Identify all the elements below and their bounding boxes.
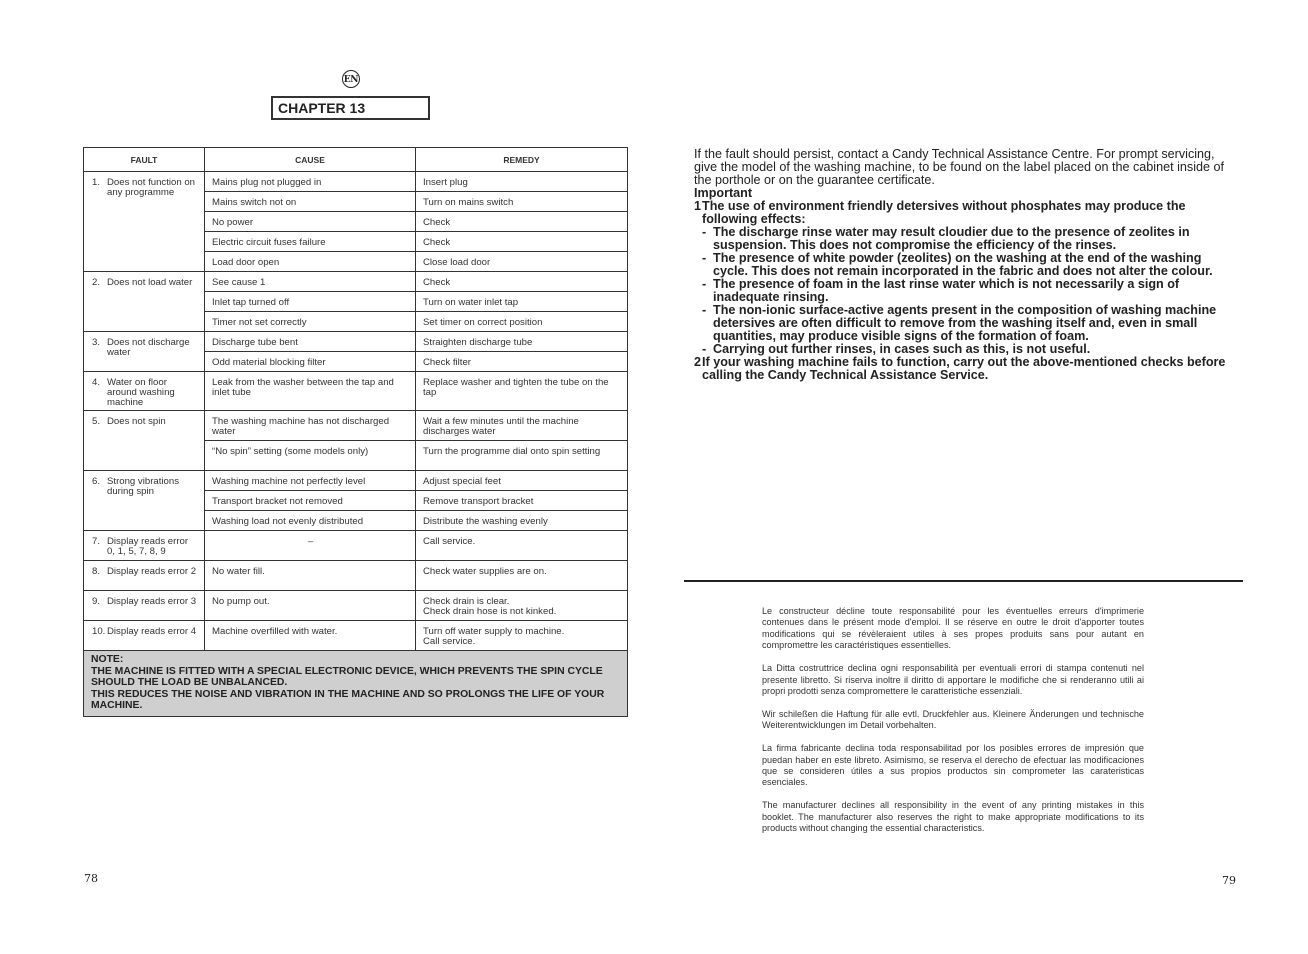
remedy-cell <box>416 591 628 621</box>
note-row <box>84 651 628 717</box>
fault-number: 7. <box>92 536 101 547</box>
fault-number: 1. <box>92 177 101 188</box>
cause-cell: No power <box>205 212 416 232</box>
table-row <box>84 531 628 561</box>
page-number-right: 79 <box>1222 874 1236 887</box>
table-row <box>84 591 628 621</box>
item-number: 1 <box>694 199 702 213</box>
assistance-section <box>694 148 1239 382</box>
important-item-2 <box>694 356 1239 382</box>
item-text: If your washing machine fails to function, carry out the above-mentioned checks before calling the Candy Technical Assistance Service. <box>702 355 1226 382</box>
remedy-cell: Turn on mains switch <box>416 192 628 212</box>
cause-cell: Washing load not evenly distributed <box>205 511 416 531</box>
fault-cell <box>84 561 205 591</box>
table-row <box>84 411 628 441</box>
fault-cell <box>84 531 205 561</box>
cause-cell: Electric circuit fuses failure <box>205 232 416 252</box>
cause-cell: The washing machine has not discharged water <box>205 411 416 441</box>
intro-paragraph: If the fault should persist, contact a Candy Technical Assistance Centre. For prompt servicing, give the model of the washing machine, to be found on the label placed on the cabinet inside of the porthole or on the guarantee certificate. <box>694 147 1225 187</box>
disclaimer-block <box>762 606 1144 846</box>
fault-cell <box>84 172 205 272</box>
table-row <box>84 332 628 352</box>
fault-label: Display reads error 3 <box>107 596 197 607</box>
disclaimer-italian: La Ditta costruttrice declina ogni responsabilità per eventuali errori di stampa contenuti nel presente libretto. Si riserva inoltre il diritto di apportare le modifiche che si renderanno utili ai propri prodotti senza compromettere le caratteristiche essenziali. <box>762 663 1144 696</box>
item-text: The use of environment friendly detersives without phosphates may produce the following effects: <box>702 199 1186 226</box>
note-line: THE MACHINE IS FITTED WITH A SPECIAL ELECTRONIC DEVICE, WHICH PREVENTS THE SPIN CYCLE SHOULD THE LOAD BE UNBALANCED. <box>91 665 603 688</box>
cause-cell: Load door open <box>205 252 416 272</box>
fault-cell <box>84 372 205 411</box>
cause-cell: Inlet tap turned off <box>205 292 416 312</box>
language-badge: EN <box>342 70 360 88</box>
header-fault: FAULT <box>84 148 205 172</box>
remedy-cell: Wait a few minutes until the machine discharges water <box>416 411 628 441</box>
fault-cell <box>84 411 205 471</box>
remedy-cell: Check <box>416 232 628 252</box>
note-line: THIS REDUCES THE NOISE AND VIBRATION IN THE MACHINE AND SO PROLONGS THE LIFE OF YOUR MACHINE. <box>91 688 605 711</box>
remedy-cell: Turn the programme dial onto spin setting <box>416 441 628 471</box>
fault-label: Water on floor around washing machine <box>107 377 175 408</box>
cause-cell: Mains switch not on <box>205 192 416 212</box>
cause-cell: Discharge tube bent <box>205 332 416 352</box>
cause-cell: Mains plug not plugged in <box>205 172 416 192</box>
remedy-cell: Turn on water inlet tap <box>416 292 628 312</box>
remedy-cell: Call service. <box>416 531 628 561</box>
cause-cell: Odd material blocking filter <box>205 352 416 372</box>
cause-cell: No water fill. <box>205 561 416 591</box>
fault-label: Display reads error 2 <box>107 566 197 577</box>
table-row <box>84 471 628 491</box>
chapter-title: CHAPTER 13 <box>271 96 430 120</box>
note-label: NOTE: <box>91 654 124 665</box>
disclaimer-spanish: La firma fabricante declina toda responsabilitad por los posibles errores de impresión que puedan haber en este libreto. Asimismo, se reserva el derecho de efectuar las modificaciones que se consideren útiles a sus propios productos sin comprometer las carateristicas esenciales. <box>762 743 1144 788</box>
remedy-cell: Remove transport bracket <box>416 491 628 511</box>
effect-text: The presence of foam in the last rinse water which is not necessarily a sign of inadequate rinsing. <box>713 277 1180 304</box>
disclaimer-german: Wir schileßen die Haftung für alle evtl. Druckfehler aus. Kleinere Änderungen und technische Weiterentwicklungen im Detail vorbehalten. <box>762 708 1144 731</box>
table-row <box>84 621 628 651</box>
fault-cell <box>84 272 205 332</box>
fault-number: 2. <box>92 277 101 288</box>
table-row <box>84 172 628 192</box>
fault-cell <box>84 471 205 531</box>
fault-label: Does not load water <box>107 277 193 288</box>
fault-cell <box>84 591 205 621</box>
fault-label: Display reads error 4 <box>107 626 197 637</box>
table-row <box>84 561 628 591</box>
remedy-cell: Check filter <box>416 352 628 372</box>
fault-number: 10. <box>92 626 106 637</box>
disclaimer-english: The manufacturer declines all responsibility in the event of any printing mistakes in this booklet. The manufacturer also reserves the right to make appropriate modifications to its products without changing the essential characteristics. <box>762 800 1144 834</box>
cause-cell: See cause 1 <box>205 272 416 292</box>
remedy-cell: Adjust special feet <box>416 471 628 491</box>
fault-label: Display reads error 0, 1, 5, 7, 8, 9 <box>107 536 189 557</box>
cause-cell: Timer not set correctly <box>205 312 416 332</box>
fault-number: 3. <box>92 337 101 348</box>
remedy-line: Check drain is clear. <box>423 596 510 607</box>
header-remedy: REMEDY <box>416 148 628 172</box>
cause-cell: No pump out. <box>205 591 416 621</box>
effect-text: Carrying out further rinses, in cases such as this, is not useful. <box>713 342 1091 356</box>
remedy-cell: Insert plug <box>416 172 628 192</box>
effect-item: - The discharge rinse water may result cloudier due to the presence of zeolites in suspension. This does not compromise the efficiency of the rinses. <box>702 225 1190 252</box>
remedy-cell: Close load door <box>416 252 628 272</box>
remedy-cell: Check <box>416 272 628 292</box>
important-item-1 <box>694 200 1239 226</box>
remedy-line: Call service. <box>423 636 476 647</box>
page-number-left: 78 <box>84 872 98 885</box>
section-divider <box>684 580 1243 582</box>
cause-cell: – <box>205 531 416 561</box>
remedy-cell <box>416 621 628 651</box>
effect-text: The discharge rinse water may result cloudier due to the presence of zeolites in suspension. This does not compromise the efficiency of the rinses. <box>713 225 1190 252</box>
fault-label: Strong vibrations during spin <box>107 476 179 497</box>
remedy-line: Check drain hose is not kinked. <box>423 606 557 617</box>
cause-cell: Leak from the washer between the tap and inlet tube <box>205 372 416 411</box>
effect-item: - The presence of white powder (zeolites) on the washing at the end of the washing cycle. This does not remain incorporated in the fabric and does not alter the colour. <box>702 251 1213 278</box>
remedy-cell: Check water supplies are on. <box>416 561 628 591</box>
fault-number: 6. <box>92 476 101 487</box>
troubleshooting-table <box>83 147 628 717</box>
fault-number: 4. <box>92 377 101 388</box>
fault-number: 5. <box>92 416 101 427</box>
cause-cell: Transport bracket not removed <box>205 491 416 511</box>
header-cause: CAUSE <box>205 148 416 172</box>
cause-cell: Machine overfilled with water. <box>205 621 416 651</box>
fault-number: 8. <box>92 566 101 577</box>
table-row <box>84 272 628 292</box>
fault-cell <box>84 332 205 372</box>
effect-item: - The non-ionic surface-active agents present in the composition of washing machine detersives are often difficult to remove from the washing itself and, even in small quantities, may produce visible signs of the formation of foam. <box>702 303 1217 343</box>
fault-cell <box>84 621 205 651</box>
remedy-cell: Distribute the washing evenly <box>416 511 628 531</box>
fault-label: Does not function on any programme <box>107 177 196 198</box>
effect-text: The presence of white powder (zeolites) on the washing at the end of the washing cycle. This does not remain incorporated in the fabric and does not alter the colour. <box>713 251 1213 278</box>
cause-cell: “No spin” setting (some models only) <box>205 441 416 471</box>
fault-label: Does not discharge water <box>107 337 190 358</box>
remedy-line: Turn off water supply to machine. <box>423 626 565 637</box>
important-heading: Important <box>694 186 753 200</box>
effect-item: - Carrying out further rinses, in cases such as this, is not useful. <box>702 342 1091 356</box>
remedy-cell: Check <box>416 212 628 232</box>
item-number: 2 <box>694 355 702 369</box>
remedy-cell: Replace washer and tighten the tube on the tap <box>416 372 628 411</box>
fault-number: 9. <box>92 596 101 607</box>
note-cell <box>84 651 628 717</box>
table-row <box>84 372 628 411</box>
remedy-cell: Set timer on correct position <box>416 312 628 332</box>
effect-text: The non-ionic surface-active agents present in the composition of washing machine detersives are often difficult to remove from the washing itself and, even in small quantities, may produce visible signs of the formation of foam. <box>713 303 1217 343</box>
cause-cell: Washing machine not perfectly level <box>205 471 416 491</box>
fault-label: Does not spin <box>107 416 166 427</box>
disclaimer-french: Le constructeur décline toute responsabilité pour les éventuelles erreurs d'imprimerie contenues dans le présent mode d'emploi. Il se réserve en outre le droit d'apporter toutes modifications qui se révèleraient utiles à ses propes produits sans pour autant en compromettre les caractéristiques essentielles. <box>762 606 1144 651</box>
table-header-row <box>84 148 628 172</box>
effect-item: - The presence of foam in the last rinse water which is not necessarily a sign of inadequate rinsing. <box>702 277 1180 304</box>
remedy-cell: Straighten discharge tube <box>416 332 628 352</box>
